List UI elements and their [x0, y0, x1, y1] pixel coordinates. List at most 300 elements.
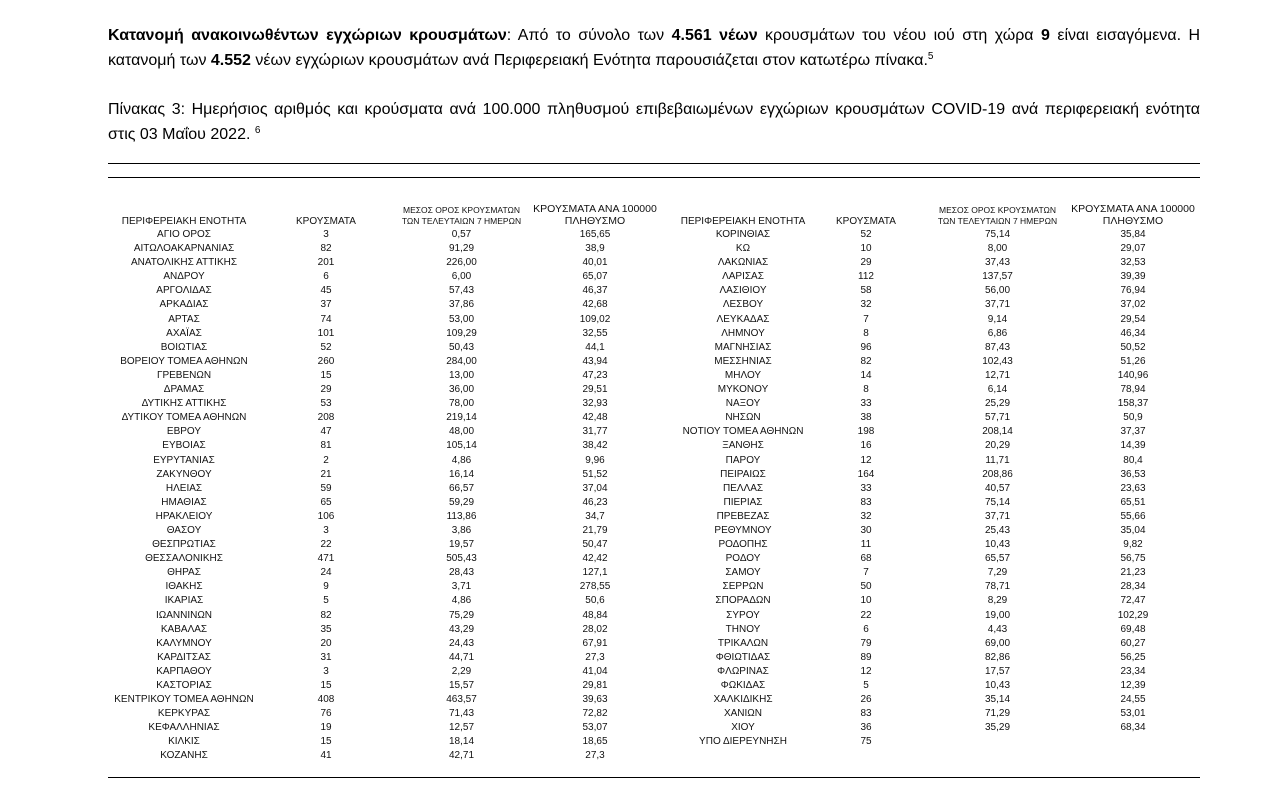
left-row-per100k-cell: 32,55 [582, 327, 608, 339]
left-row-per100k-cell: 42,42 [582, 553, 608, 565]
left-row-per100k-cell: 29,81 [582, 680, 608, 691]
right-row-per100k-cell: 12,39 [1120, 680, 1146, 691]
right-row-cases-cell: 75 [860, 736, 872, 748]
right-row-unit-cell: ΧΑΝΙΩΝ [723, 708, 763, 720]
intro-domestic-cases: 4.552 [210, 52, 251, 69]
right-row-unit-cell: ΡΕΘΥΜΝΟΥ [714, 524, 772, 536]
right-row-per100k-cell: 35,84 [1120, 229, 1146, 240]
left-row-cases-cell: 52 [320, 341, 332, 353]
left-row-unit-cell: ΚΙΛΚΙΣ [168, 736, 200, 748]
left-row-unit-cell: ΔΡΑΜΑΣ [163, 384, 205, 396]
right-row-avg7-cell: 25,29 [984, 398, 1011, 410]
left-row-unit-cell: ΑΡΚΑΔΙΑΣ [159, 299, 209, 311]
right-row-cases-cell: 82 [860, 355, 872, 367]
right-row-per100k-cell: 158,37 [1117, 398, 1149, 410]
left-row-cases-cell: 82 [320, 609, 332, 621]
right-row-per100k-cell: 23,63 [1120, 482, 1146, 494]
right-row-unit-cell: ΚΟΡΙΝΘΙΑΣ [715, 229, 771, 240]
left-row-avg7-cell: 16,14 [448, 468, 475, 480]
left-row-avg7-cell: 59,29 [448, 496, 475, 508]
right-row-per100k-cell: 29,07 [1120, 243, 1146, 255]
left-row-avg7-cell: 50,43 [448, 341, 475, 353]
left-row-per100k-cell: 43,94 [582, 355, 608, 367]
left-row-cases-cell: 47 [320, 426, 332, 438]
left-row-unit-cell: ΚΕΝΤΡΙΚΟΥ ΤΟΜΕΑ ΑΘΗΝΩΝ [114, 694, 254, 706]
left-row-avg7-cell: 505,43 [446, 553, 477, 565]
intro-paragraph [108, 23, 1200, 75]
right-row-per100k-cell: 140,96 [1117, 369, 1149, 381]
right-row-unit-cell: ΦΩΚΙΔΑΣ [720, 680, 766, 691]
left-row-cases-cell: 31 [320, 651, 332, 663]
left-row-cases-cell: 15 [320, 680, 332, 691]
right-row-cases-cell: 10 [860, 595, 872, 607]
right-row-per100k-cell: 36,53 [1120, 468, 1146, 480]
right-row-unit-cell: ΜΥΚΟΝΟΥ [717, 384, 769, 396]
left-row-cases-cell: 201 [317, 257, 335, 269]
right-row-cases-cell: 8 [863, 327, 869, 339]
right-row-unit-cell: ΡΟΔΟΥ [725, 553, 761, 565]
right-row-per100k-cell: 80,4 [1123, 454, 1143, 466]
right-row-unit-cell: ΝΗΣΩΝ [725, 412, 761, 424]
right-row-cases-cell: 50 [860, 581, 872, 593]
left-row-avg7-cell: 12,57 [448, 722, 475, 734]
right-row-per100k-cell: 60,27 [1120, 637, 1146, 649]
right-row-avg7-cell: 75,14 [984, 496, 1011, 508]
left-row-unit-cell: ΙΚΑΡΙΑΣ [164, 595, 204, 607]
left-row-per100k-cell: 9,96 [585, 454, 605, 466]
right-row-per100k-cell: 46,34 [1120, 327, 1146, 339]
left-row-avg7-cell: 37,86 [448, 299, 475, 311]
left-row-unit-cell: ΙΩΑΝΝΙΝΩΝ [155, 609, 213, 621]
left-row-unit-cell: ΙΘΑΚΗΣ [165, 581, 203, 593]
right-row-unit-cell: ΛΑΚΩΝΙΑΣ [717, 257, 769, 269]
left-row-cases-cell: 3 [323, 665, 329, 677]
right-row-per100k-cell: 102,29 [1117, 609, 1149, 621]
right-row-cases-cell: 38 [860, 412, 872, 424]
right-row-avg7-cell: 11,71 [985, 454, 1010, 466]
right-row-avg7-cell: 65,57 [984, 553, 1011, 565]
left-row-cases-cell: 15 [320, 369, 332, 381]
left-row-unit-cell: ΘΕΣΣΑΛΟΝΙΚΗΣ [145, 553, 223, 565]
right-row-cases-cell: 68 [860, 553, 872, 565]
left-row-per100k-cell: 38,42 [582, 440, 608, 452]
left-row-cases-cell: 208 [317, 412, 335, 424]
right-row-cases-cell: 6 [863, 623, 869, 635]
left-row-cases-cell: 35 [320, 623, 332, 635]
left-row-unit-cell: ΚΑΒΑΛΑΣ [160, 623, 208, 635]
caption-text: Πίνακας 3: Ημερήσιος αριθμός και κρούσματα ανά 100.000 πληθυσμού επιβεβαιωμένων εγχώριων κρουσμάτων COVID-19 ανά περιφερειακή ενότητα στις 03 Μαΐου 2022. [108, 101, 1200, 143]
right-row-per100k-cell: 55,66 [1120, 510, 1146, 522]
right-row-unit-cell: ΡΟΔΟΠΗΣ [718, 539, 768, 551]
left-row-unit-cell: ΚΑΡΠΑΘΟΥ [156, 665, 212, 677]
table-second-rule [108, 177, 1200, 178]
right-row-cases-cell: 30 [860, 524, 872, 536]
right-row-per100k-cell: 76,94 [1120, 285, 1146, 297]
left-row-per100k-cell: 42,68 [582, 299, 608, 311]
left-row-cases-cell: 24 [320, 567, 332, 579]
left-row-per100k-cell: 65,07 [582, 271, 608, 283]
right-row-unit-cell: ΠΑΡΟΥ [725, 454, 761, 466]
header-cases-right: ΚΡΟΥΣΜΑΤΑ [836, 216, 896, 227]
right-row-cases-cell: 5 [863, 680, 869, 691]
left-row-avg7-cell: 113,86 [446, 510, 477, 522]
left-row-unit-cell: ΘΑΣΟΥ [166, 524, 202, 536]
left-row-avg7-cell: 24,43 [448, 637, 475, 649]
left-row-avg7-cell: 6,00 [451, 271, 472, 283]
left-row-unit-cell: ΕΥΒΟΙΑΣ [162, 440, 206, 452]
left-row-unit-cell: ΘΗΡΑΣ [167, 567, 201, 579]
right-row-cases-cell: 26 [860, 694, 872, 706]
header-avg-line2: ΤΩΝ ΤΕΛΕΥΤΑΙΩΝ 7 ΗΜΕΡΩΝ [401, 216, 522, 226]
header-per100k-right [1063, 203, 1203, 227]
right-row-unit-cell: ΚΩ [735, 243, 751, 255]
right-row-cases-cell: 32 [860, 510, 872, 522]
left-row-unit-cell: ΚΑΡΔΙΤΣΑΣ [157, 651, 211, 663]
left-row-unit-cell: ΓΡΕΒΕΝΩΝ [156, 369, 212, 381]
left-row-avg7-cell: 4,86 [451, 595, 472, 607]
left-row-per100k-cell: 27,3 [585, 651, 605, 663]
left-row-per100k-cell: 41,04 [582, 665, 608, 677]
left-row-unit-cell: ΒΟΙΩΤΙΑΣ [160, 341, 208, 353]
left-row-cases-cell: 408 [317, 694, 335, 706]
left-row-per100k-cell: 46,23 [582, 496, 608, 508]
header-per100k-line2: ΠΛΗΘΥΣΜΟ [564, 215, 626, 227]
left-row-per100k-cell: 27,3 [585, 750, 605, 762]
right-row-cases-cell: 16 [860, 440, 872, 452]
left-row-avg7-cell: 219,14 [446, 412, 477, 424]
left-row-unit-cell: ΑΓΙΟ ΟΡΟΣ [157, 229, 211, 240]
left-row-cases-cell: 53 [320, 398, 332, 410]
left-row-per100k-cell: 53,07 [582, 722, 608, 734]
right-row-avg7-cell: 35,29 [984, 722, 1011, 734]
right-row-avg7-cell: 4,43 [987, 623, 1008, 635]
right-row-unit-cell: ΝΑΞΟΥ [725, 398, 761, 410]
right-row-unit-cell: ΠΕΙΡΑΙΩΣ [720, 468, 766, 480]
header-avg-left [384, 205, 539, 227]
right-row-per100k-cell: 50,52 [1120, 341, 1146, 353]
right-avg-column [920, 228, 1075, 749]
right-row-per100k-cell: 28,34 [1120, 581, 1146, 593]
right-row-per100k-cell: 23,34 [1120, 665, 1146, 677]
right-cases-column [824, 228, 908, 749]
right-row-per100k-cell: 24,55 [1120, 694, 1146, 706]
left-row-per100k-cell: 38,9 [585, 243, 605, 255]
left-row-unit-cell: ΗΡΑΚΛΕΙΟΥ [155, 510, 213, 522]
left-row-avg7-cell: 57,43 [448, 285, 475, 297]
right-row-unit-cell: ΛΑΣΙΘΙΟΥ [719, 285, 767, 297]
right-row-avg7-cell: 208,14 [982, 426, 1013, 438]
right-row-avg7-cell: 37,43 [984, 257, 1011, 269]
left-row-avg7-cell: 2,29 [451, 665, 472, 677]
left-row-unit-cell: ΑΡΤΑΣ [168, 313, 200, 325]
left-row-cases-cell: 41 [320, 750, 332, 762]
right-row-cases-cell: 33 [860, 482, 872, 494]
right-row-avg7-cell: 17,57 [984, 665, 1011, 677]
left-row-avg7-cell: 36,00 [448, 384, 475, 396]
left-row-per100k-cell: 50,47 [582, 539, 608, 551]
right-row-unit-cell: ΠΙΕΡΙΑΣ [723, 496, 763, 508]
right-row-avg7-cell: 12,71 [984, 369, 1011, 381]
right-row-cases-cell: 83 [860, 708, 872, 720]
header-cases-left: ΚΡΟΥΣΜΑΤΑ [296, 216, 356, 227]
right-row-unit-cell: ΥΠΟ ΔΙΕΡΕΥΝΗΣΗ [699, 736, 787, 748]
right-row-cases-cell: 79 [860, 637, 872, 649]
right-row-cases-cell: 7 [863, 313, 869, 325]
left-row-per100k-cell: 40,01 [582, 257, 608, 269]
left-row-avg7-cell: 0,57 [451, 229, 472, 240]
right-row-cases-cell: 8 [863, 384, 869, 396]
right-row-avg7-cell: 20,29 [984, 440, 1011, 452]
right-row-cases-cell: 164 [857, 468, 875, 480]
left-row-unit-cell: ΚΑΛΥΜΝΟΥ [156, 637, 212, 649]
right-row-per100k-cell: 56,75 [1120, 553, 1146, 565]
right-row-cases-cell: 83 [860, 496, 872, 508]
intro-text-3: είναι εισαγόμενα. Η κατανομή των [108, 27, 1201, 69]
right-row-per100k-cell: 69,48 [1120, 623, 1146, 635]
right-row-avg7-cell: 7,29 [987, 567, 1008, 579]
right-row-per100k-cell: 39,39 [1120, 271, 1146, 283]
intro-lead: Κατανομή ανακοινωθέντων εγχώριων κρουσμάτων [108, 27, 507, 44]
right-row-per100k-cell: 68,34 [1120, 722, 1146, 734]
left-row-avg7-cell: 71,43 [448, 708, 475, 720]
left-row-unit-cell: ΚΕΦΑΛΛΗΝΙΑΣ [148, 722, 220, 734]
right-row-per100k-cell: 56,25 [1120, 651, 1146, 663]
left-row-avg7-cell: 66,57 [448, 482, 475, 494]
right-row-avg7-cell: 8,29 [987, 595, 1008, 607]
cases-table [108, 198, 1200, 764]
left-row-cases-cell: 471 [317, 553, 335, 565]
footnote-ref-6: 6 [254, 125, 261, 136]
left-row-cases-cell: 15 [320, 736, 332, 748]
right-row-avg7-cell: 82,86 [984, 651, 1011, 663]
right-row-cases-cell: 58 [860, 285, 872, 297]
right-row-avg7-cell: 8,00 [987, 243, 1008, 255]
left-row-per100k-cell: 34,7 [585, 510, 605, 522]
right-row-unit-cell: ΧΑΛΚΙΔΙΚΗΣ [713, 694, 773, 706]
header-avg-line2: ΤΩΝ ΤΕΛΕΥΤΑΙΩΝ 7 ΗΜΕΡΩΝ [937, 216, 1058, 226]
left-row-cases-cell: 3 [323, 524, 329, 536]
left-row-unit-cell: ΒΟΡΕΙΟΥ ΤΟΜΕΑ ΑΘΗΝΩΝ [120, 355, 248, 367]
right-row-avg7-cell [920, 735, 1075, 749]
left-row-cases-cell: 106 [317, 510, 335, 522]
left-row-avg7-cell: 43,29 [448, 623, 475, 635]
left-row-avg7-cell: 18,14 [448, 736, 475, 748]
right-row-per100k-cell: 9,82 [1123, 539, 1143, 551]
left-row-per100k-cell: 278,55 [579, 581, 611, 593]
right-row-unit-cell: ΣΠΟΡΑΔΩΝ [715, 595, 771, 607]
right-row-per100k-cell: 35,04 [1120, 524, 1146, 536]
left-row-avg7-cell: 19,57 [448, 539, 475, 551]
right-row-unit-cell: ΣΕΡΡΩΝ [722, 581, 764, 593]
left-row-avg7-cell: 3,86 [451, 524, 472, 536]
left-row-unit-cell: ΘΕΣΠΡΩΤΙΑΣ [152, 539, 216, 551]
left-row-per100k-cell: 42,48 [582, 412, 608, 424]
left-row-per100k-cell: 50,6 [585, 595, 605, 607]
left-avg-column [384, 228, 539, 764]
right-row-unit-cell: ΣΑΜΟΥ [725, 567, 761, 579]
left-row-per100k-cell: 67,91 [582, 637, 608, 649]
left-row-cases-cell: 5 [323, 595, 329, 607]
right-row-cases-cell: 14 [860, 369, 872, 381]
left-per100k-column [525, 228, 665, 764]
left-row-cases-cell: 2 [323, 454, 329, 466]
left-row-cases-cell: 65 [320, 496, 332, 508]
header-per100k-line2: ΠΛΗΘΥΣΜΟ [1102, 215, 1164, 227]
left-row-cases-cell: 20 [320, 637, 332, 649]
right-row-unit-cell: ΣΥΡΟΥ [726, 609, 760, 621]
right-row-avg7-cell: 57,71 [984, 412, 1011, 424]
right-row-cases-cell: 89 [860, 651, 872, 663]
left-row-per100k-cell: 48,84 [582, 609, 608, 621]
right-row-unit-cell: ΜΑΓΝΗΣΙΑΣ [714, 341, 772, 353]
left-row-avg7-cell: 105,14 [446, 440, 477, 452]
intro-text-1: : Από το σύνολο των [506, 27, 672, 44]
right-row-unit-cell: ΠΡΕΒΕΖΑΣ [716, 510, 770, 522]
right-row-avg7-cell: 10,43 [984, 539, 1011, 551]
left-row-unit-cell: ΕΥΡΥΤΑΝΙΑΣ [153, 454, 215, 466]
left-row-avg7-cell: 91,29 [448, 243, 475, 255]
right-per100k-column [1063, 228, 1203, 749]
left-row-cases-cell: 6 [323, 271, 329, 283]
left-row-cases-cell: 9 [323, 581, 329, 593]
right-row-unit-cell: ΛΗΜΝΟΥ [721, 327, 765, 339]
left-row-cases-cell: 29 [320, 384, 332, 396]
header-avg-line1: ΜΕΣΟΣ ΟΡΟΣ ΚΡΟΥΣΜΑΤΩΝ [403, 205, 520, 215]
left-row-cases-cell: 101 [317, 327, 335, 339]
right-row-avg7-cell: 35,14 [984, 694, 1011, 706]
right-row-avg7-cell: 87,43 [984, 341, 1011, 353]
footnote-ref-5: 5 [927, 51, 934, 62]
left-row-per100k-cell: 29,51 [582, 384, 608, 396]
header-per100k-left [525, 203, 665, 227]
left-row-unit-cell: ΚΕΡΚΥΡΑΣ [157, 708, 211, 720]
right-row-unit-cell: ΛΕΥΚΑΔΑΣ [716, 313, 770, 325]
left-row-cases-cell: 81 [320, 440, 332, 452]
left-row-unit-cell: ΑΡΓΟΛΙΔΑΣ [156, 285, 212, 297]
left-row-unit-cell: ΑΙΤΩΛΟΑΚΑΡΝΑΝΙΑΣ [133, 243, 235, 255]
right-row-per100k-cell: 14,39 [1120, 440, 1146, 452]
left-row-avg7-cell: 44,71 [448, 651, 475, 663]
header-unit-right: ΠΕΡΙΦΕΡΕΙΑΚΗ ΕΝΟΤΗΤΑ [680, 216, 806, 227]
left-row-cases-cell: 76 [320, 708, 332, 720]
right-row-per100k-cell: 53,01 [1120, 708, 1146, 720]
right-row-cases-cell: 198 [857, 426, 875, 438]
left-row-per100k-cell: 39,63 [582, 694, 608, 706]
right-row-avg7-cell: 9,14 [987, 313, 1008, 325]
header-avg-line1: ΜΕΣΟΣ ΟΡΟΣ ΚΡΟΥΣΜΑΤΩΝ [939, 205, 1056, 215]
left-row-unit-cell: ΔΥΤΙΚΟΥ ΤΟΜΕΑ ΑΘΗΝΩΝ [121, 412, 247, 424]
left-row-per100k-cell: 72,82 [582, 708, 608, 720]
left-row-per100k-cell: 44,1 [585, 341, 605, 353]
table-caption [108, 97, 1200, 149]
right-row-per100k-cell: 32,53 [1120, 257, 1146, 269]
right-row-cases-cell: 29 [860, 257, 872, 269]
left-row-avg7-cell: 284,00 [446, 355, 477, 367]
left-row-cases-cell: 45 [320, 285, 332, 297]
left-row-per100k-cell: 32,93 [582, 398, 608, 410]
right-row-per100k-cell: 37,37 [1120, 426, 1146, 438]
left-row-unit-cell: ΑΝΑΤΟΛΙΚΗΣ ΑΤΤΙΚΗΣ [130, 257, 238, 269]
table-top-rule [108, 163, 1200, 164]
right-row-cases-cell: 11 [860, 539, 872, 551]
header-per100k-line1: ΚΡΟΥΣΜΑΤΑ ΑΝΑ 100000 [533, 203, 657, 215]
intro-text-4: νέων εγχώριων κρουσμάτων ανά Περιφερειακή Ενότητα παρουσιάζεται στον κατωτέρω πίνακα. [250, 52, 928, 69]
right-row-avg7-cell: 25,43 [984, 524, 1011, 536]
left-row-unit-cell: ΚΟΖΑΝΗΣ [160, 750, 208, 762]
right-row-avg7-cell: 137,57 [982, 271, 1013, 283]
right-row-per100k-cell: 72,47 [1120, 595, 1146, 607]
right-row-per100k-cell: 78,94 [1120, 384, 1146, 396]
header-unit-left: ΠΕΡΙΦΕΡΕΙΑΚΗ ΕΝΟΤΗΤΑ [121, 216, 247, 227]
left-row-avg7-cell: 48,00 [448, 426, 475, 438]
right-row-cases-cell: 36 [860, 722, 872, 734]
right-row-avg7-cell: 208,86 [982, 468, 1013, 480]
right-row-avg7-cell: 19,00 [984, 609, 1011, 621]
left-row-avg7-cell: 226,00 [446, 257, 477, 269]
left-row-per100k-cell: 21,79 [582, 524, 608, 536]
right-row-unit-cell: ΤΗΝΟΥ [725, 623, 761, 635]
right-row-avg7-cell: 37,71 [984, 510, 1011, 522]
right-row-avg7-cell: 75,14 [984, 229, 1011, 240]
left-row-avg7-cell: 42,71 [448, 750, 475, 762]
header-per100k-line1: ΚΡΟΥΣΜΑΤΑ ΑΝΑ 100000 [1071, 203, 1195, 215]
right-row-per100k-cell: 21,23 [1120, 567, 1146, 579]
right-row-cases-cell: 12 [860, 454, 872, 466]
intro-imported-cases: 9 [1041, 27, 1050, 44]
left-row-cases-cell: 3 [323, 229, 329, 240]
right-row-avg7-cell: 78,71 [984, 581, 1011, 593]
right-row-avg7-cell: 102,43 [982, 355, 1013, 367]
left-row-avg7-cell: 15,57 [448, 680, 475, 691]
left-row-avg7-cell: 75,29 [448, 609, 475, 621]
left-row-unit-cell: ΗΜΑΘΙΑΣ [161, 496, 207, 508]
right-row-unit-cell: ΜΕΣΣΗΝΙΑΣ [714, 355, 772, 367]
right-row-per100k-cell: 51,26 [1120, 355, 1146, 367]
right-row-cases-cell: 7 [863, 567, 869, 579]
left-unit-column [108, 228, 260, 764]
right-row-unit-cell: ΛΑΡΙΣΑΣ [722, 271, 764, 283]
left-row-unit-cell: ΖΑΚΥΝΘΟΥ [156, 468, 212, 480]
right-row-unit-cell: ΞΑΝΘΗΣ [722, 440, 764, 452]
left-row-cases-cell: 74 [320, 313, 332, 325]
left-row-per100k-cell: 127,1 [582, 567, 608, 579]
left-row-per100k-cell: 31,77 [582, 426, 608, 438]
right-row-cases-cell: 33 [860, 398, 872, 410]
right-row-cases-cell: 32 [860, 299, 872, 311]
right-row-per100k-cell: 50,9 [1123, 412, 1143, 424]
left-row-per100k-cell: 109,02 [579, 313, 611, 325]
left-row-avg7-cell: 463,57 [446, 694, 477, 706]
left-row-cases-cell: 82 [320, 243, 332, 255]
left-row-cases-cell: 37 [320, 299, 332, 311]
right-row-cases-cell: 10 [860, 243, 872, 255]
right-row-unit-cell: ΦΘΙΩΤΙΔΑΣ [715, 651, 771, 663]
left-row-unit-cell: ΑΝΔΡΟΥ [163, 271, 205, 283]
left-row-cases-cell: 59 [320, 482, 332, 494]
left-row-cases-cell: 21 [320, 468, 332, 480]
left-row-unit-cell: ΗΛΕΙΑΣ [165, 482, 203, 494]
left-row-per100k-cell: 51,52 [582, 468, 608, 480]
table-bottom-rule [108, 777, 1200, 778]
right-unit-column [663, 228, 823, 749]
right-row-per100k-cell [1063, 735, 1203, 749]
right-row-per100k-cell: 29,54 [1120, 313, 1146, 325]
left-row-per100k-cell: 46,37 [582, 285, 608, 297]
left-row-per100k-cell: 47,23 [582, 369, 608, 381]
left-row-unit-cell: ΑΧΑΪΑΣ [166, 327, 202, 339]
right-row-unit-cell: ΠΕΛΛΑΣ [722, 482, 764, 494]
right-row-avg7-cell: 69,00 [984, 637, 1011, 649]
